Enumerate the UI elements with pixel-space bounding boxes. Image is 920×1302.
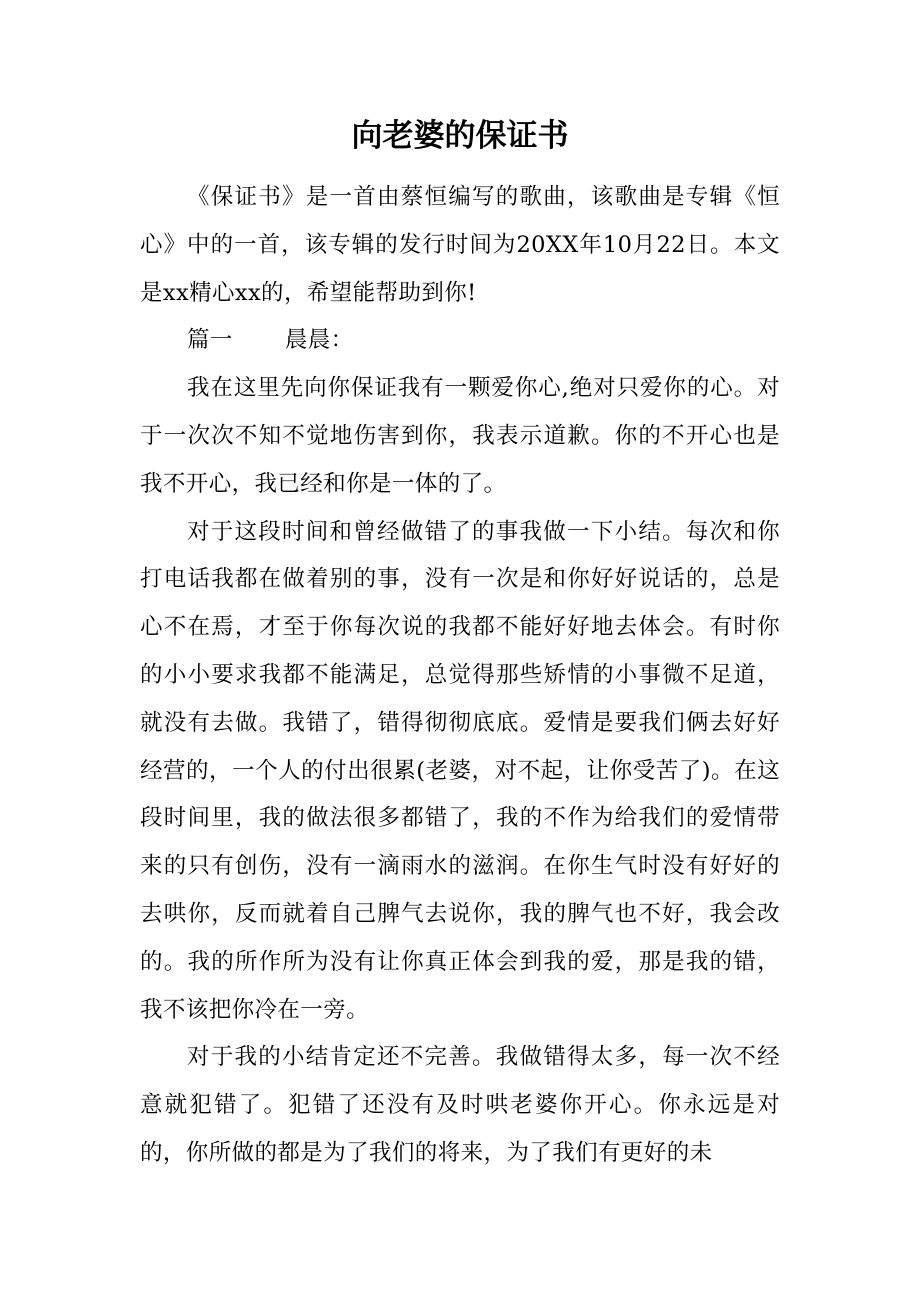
body-paragraph: 对于这段时间和曾经做错了的事我做一下小结。每次和你打电话我都在做着别的事，没有一次是和你好好说话的，总是心不在焉，才至于你每次说的我都不能好好地去体会。有时你的小小要求我都不能满足，总觉得那些矫情的小事微不足道，就没有去做。我错了，错得彻彻底底。爱情是要我们俩去好好经营的，一个人的付出很累(老婆，对不起，让你受苦了)。在这段时间里，我的做法很多都错了，我的不作为给我们的爱情带来的只有创伤，没有一滴雨水的滋润。在你生气时没有好好的去哄你，反而就着自己脾气去说你，我的脾气也不好，我会改的。我的所作所为没有让你真正体会到我的爱，那是我的错，我不该把你冷在一旁。 <box>140 518 780 1023</box>
intro-paragraph: 《保证书》是一首由蔡恒编写的歌曲，该歌曲是专辑《恒心》中的一首，该专辑的发行时间为20XX年10月22日。本文是xx精心xx的，希望能帮助到你! <box>140 184 780 306</box>
document-title: 向老婆的保证书 <box>351 118 569 154</box>
document-body <box>140 174 780 1178</box>
body-paragraph: 我在这里先向你保证我有一颗爱你心,绝对只爱你的心。对于一次次不知不觉地伤害到你，我表示道歉。你的不开心也是我不开心，我已经和你是一体的了。 <box>140 375 780 497</box>
salutation: 晨晨： <box>284 327 354 354</box>
section-heading <box>140 317 780 365</box>
section-label: 篇一 <box>187 327 233 354</box>
body-paragraph: 对于我的小结肯定还不完善。我做错得太多，每一次不经意就犯错了。犯错了还没有及时哄老婆你开心。你永远是对的，你所做的都是为了我们的将来，为了我们有更好的未 <box>140 1044 780 1166</box>
